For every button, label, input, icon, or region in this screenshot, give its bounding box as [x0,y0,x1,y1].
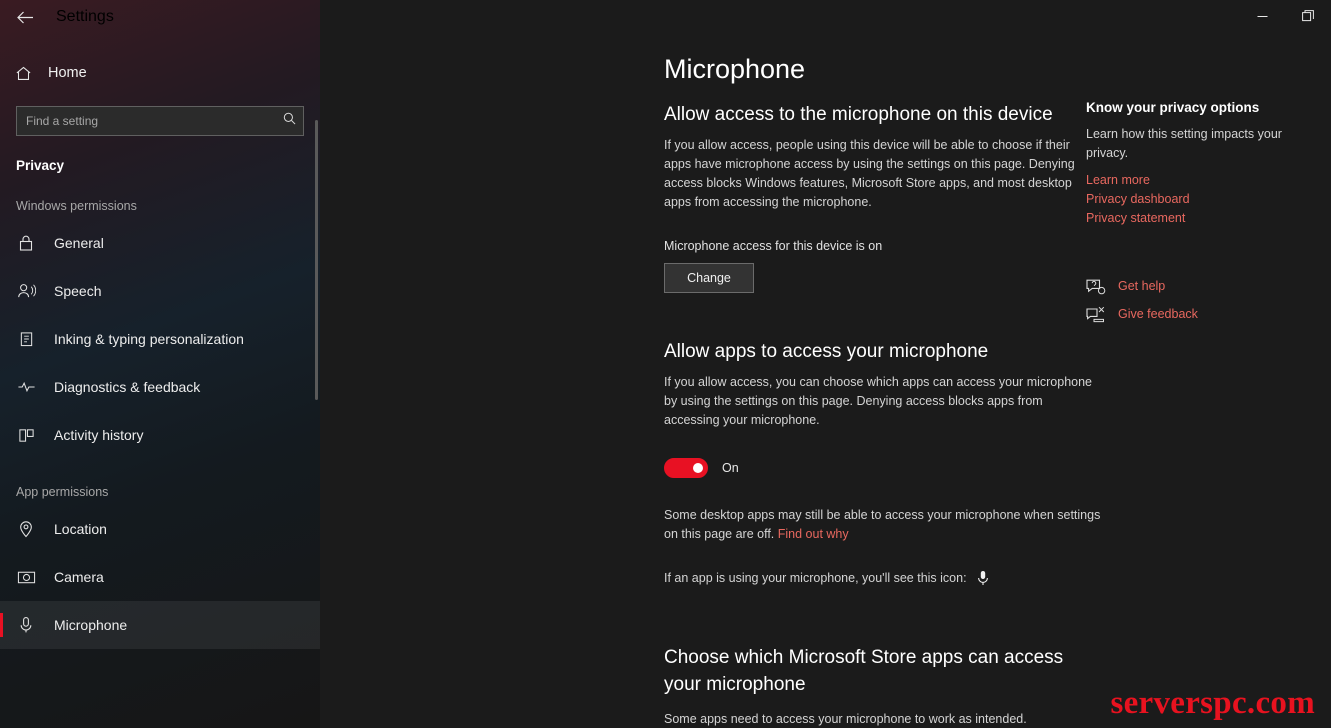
sidebar-item-microphone-label: Microphone [54,617,128,633]
sidebar [0,0,320,728]
section-store-apps [664,644,1104,728]
main-content [320,0,1331,728]
sidebar-titlebar [0,0,320,34]
help-block [1086,272,1321,328]
sidebar-item-home-label: Home [48,65,87,81]
sidebar-item-diagnostics-feedback[interactable] [0,363,320,411]
privacy-statement-link[interactable]: Privacy statement [1086,211,1186,225]
mic-in-use-note [664,570,1104,586]
sidebar-item-speech[interactable] [0,267,320,315]
section-heading-store-apps: Choose which Microsoft Store apps can access your microphone [664,647,1064,695]
watermark: serverspc.com [1110,685,1315,721]
give-feedback-icon [1086,304,1106,324]
give-feedback-link[interactable]: Give feedback [1118,306,1198,321]
sidebar-item-home[interactable] [0,54,320,92]
section-body-app-access: If you allow access, you can choose which apps can access your microphone by using the settings on this page. Denying access blocks apps from accessing your microphone. [664,375,1093,427]
section-body-store-apps: Some apps need to access your microphone to work as intended. [664,712,1027,726]
lock-icon [16,233,36,253]
restore-button[interactable] [1285,0,1331,32]
search-input[interactable] [16,106,304,136]
get-help-row[interactable] [1086,272,1321,300]
home-icon [14,64,32,82]
app-access-toggle[interactable] [664,458,708,478]
find-out-why-link[interactable]: Find out why [777,527,849,541]
sidebar-item-general[interactable] [0,219,320,267]
sidebar-group-header-windows-permissions: Windows permissions [16,199,137,213]
microphone-icon [16,615,36,635]
sidebar-item-microphone[interactable] [0,601,320,649]
sidebar-item-inking-typing-personalization[interactable] [0,315,320,363]
desktop-apps-note-text: Some desktop apps may still be able to access your microphone when settings on this page are off. [664,508,1101,541]
app-access-toggle-row [664,458,1104,478]
speech-icon [16,281,36,301]
activity-history-icon [16,425,36,445]
window-title: Settings [56,8,114,25]
sidebar-item-activity-history-label: Activity history [54,427,144,443]
page-title: Microphone [664,54,806,84]
change-button[interactable]: Change [664,263,754,293]
section-app-access [664,341,1104,586]
sidebar-item-camera[interactable] [0,553,320,601]
sidebar-section-title: Privacy [16,158,65,173]
app-access-toggle-label: On [722,461,739,475]
privacy-dashboard-link[interactable]: Privacy dashboard [1086,192,1190,206]
search-box[interactable] [16,106,304,136]
rail-heading: Know your privacy options [1086,100,1260,115]
location-icon [16,519,36,539]
inking-icon [16,329,36,349]
back-button[interactable] [10,2,40,32]
sidebar-item-location-label: Location [54,521,107,537]
mic-in-use-note-text: If an app is using your microphone, you'll see this icon: [664,571,967,585]
give-feedback-row[interactable] [1086,300,1321,328]
desktop-apps-note [664,506,1104,544]
sidebar-item-camera-label: Camera [54,569,104,585]
section-body-device-access: If you allow access, people using this device will be able to choose if their apps have microphone access by using the settings on this page. Denying access blocks Windows features, Microsoft Store apps, and most desktop apps from accessing the microphone. [664,138,1075,209]
diagnostics-icon [16,377,36,397]
minimize-button[interactable] [1239,0,1285,32]
toggle-knob [693,463,703,473]
window-controls [320,0,1331,34]
device-access-status: Microphone access for this device is on [664,239,883,253]
sidebar-item-activity-history[interactable] [0,411,320,459]
sidebar-group-header-app-permissions: App permissions [16,485,109,499]
sidebar-item-speech-label: Speech [54,283,102,299]
sidebar-item-diagnostics-label: Diagnostics & feedback [54,379,201,395]
get-help-link[interactable]: Get help [1118,278,1166,293]
sidebar-item-location[interactable] [0,505,320,553]
learn-more-link[interactable]: Learn more [1086,173,1150,187]
sidebar-scrollbar[interactable] [315,120,318,400]
search-icon [283,112,296,125]
settings-column [664,104,1104,728]
microphone-indicator-icon [977,570,989,586]
right-rail [1086,100,1321,328]
section-heading-device-access: Allow access to the microphone on this device [664,104,1053,125]
sidebar-item-general-label: General [54,235,104,251]
get-help-icon [1086,276,1106,296]
section-heading-app-access: Allow apps to access your microphone [664,341,989,362]
rail-body: Learn how this setting impacts your privacy. [1086,127,1282,160]
sidebar-item-inking-label: Inking & typing personalization [54,331,244,347]
camera-icon [16,567,36,587]
